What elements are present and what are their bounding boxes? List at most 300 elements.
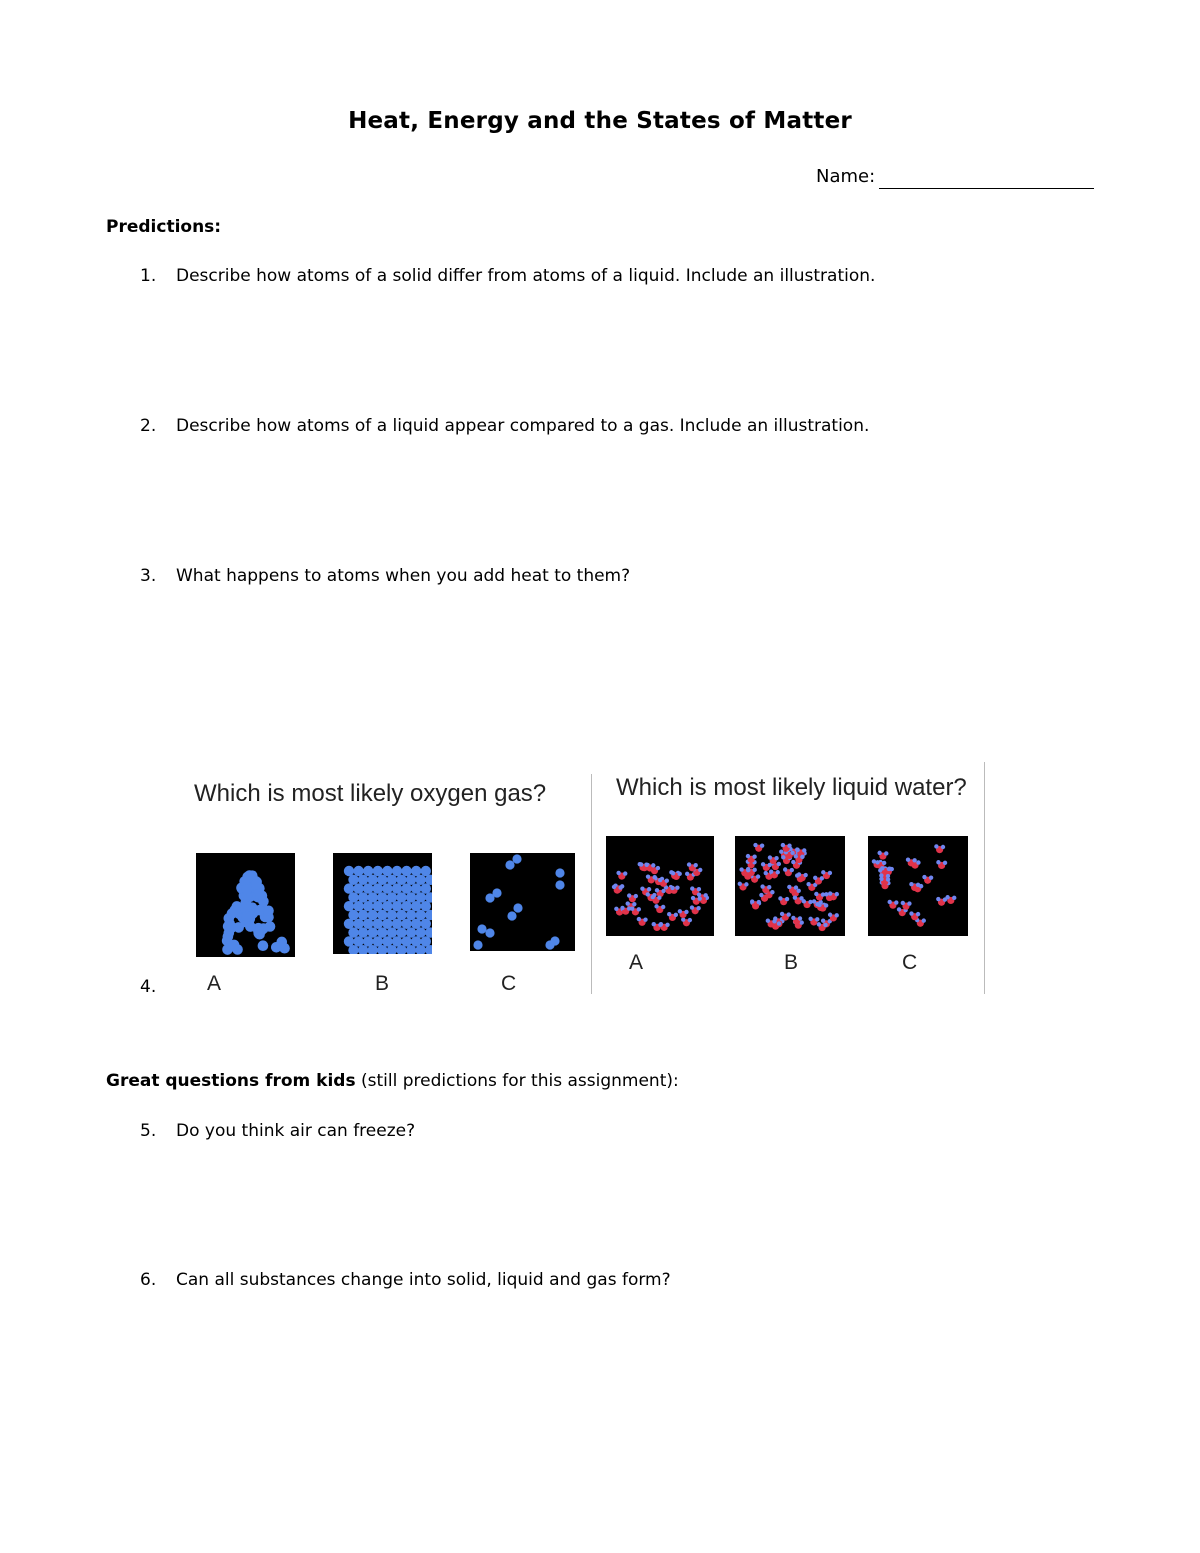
question-1: [140, 266, 875, 286]
water-hydrogen-atom: [652, 875, 656, 879]
water-hydrogen-atom: [790, 851, 794, 855]
water-hydrogen-atom: [634, 894, 638, 898]
water-hydrogen-atom: [614, 907, 618, 911]
water-hydrogen-atom: [835, 913, 839, 917]
water-hydrogen-atom: [803, 873, 807, 877]
water-hydrogen-atom: [767, 885, 771, 889]
water-hydrogen-atom: [835, 892, 839, 896]
water-hydrogen-atom: [793, 895, 797, 899]
oxygen-particle: [401, 936, 411, 946]
water-hydrogen-atom: [658, 878, 662, 882]
oxygen-particle: [348, 910, 358, 920]
oxygen-particle: [223, 931, 234, 942]
oxygen-particle: [406, 875, 416, 885]
oxygen-particle: [265, 921, 276, 932]
water-hydrogen-atom: [691, 896, 695, 900]
water-hydrogen-atom: [952, 896, 956, 900]
water-hydrogen-atom: [887, 867, 891, 871]
water-hydrogen-atom: [779, 849, 783, 853]
oxygen-particle: [411, 901, 421, 911]
water-hydrogen-atom: [626, 901, 630, 905]
states-of-matter-figure: [186, 760, 988, 996]
water-hydrogen-atom: [897, 907, 901, 911]
water-hydrogen-atom: [618, 885, 622, 889]
water-hydrogen-atom: [674, 913, 678, 917]
oxygen-option-b-image: [333, 853, 432, 954]
oxygen-particle: [396, 892, 406, 902]
oxygen-particle: [387, 892, 397, 902]
question-text: Do you think air can freeze?: [176, 1121, 416, 1141]
water-hydrogen-atom: [884, 851, 888, 855]
water-hydrogen-atom: [693, 863, 697, 867]
oxygen-particle: [392, 919, 402, 929]
water-hydrogen-atom: [781, 855, 785, 859]
oxygen-option-b-label: B: [375, 972, 390, 995]
water-hydrogen-atom: [675, 885, 679, 889]
oxygen-particle: [344, 936, 354, 946]
water-hydrogen-atom: [768, 855, 772, 859]
particle-illustration: [868, 836, 968, 936]
oxygen-particle: [344, 866, 354, 876]
water-hydrogen-atom: [909, 911, 913, 915]
question-number: 1.: [140, 266, 157, 286]
figure-right-border: [984, 762, 985, 994]
oxygen-option-a-label: A: [207, 972, 222, 995]
liquid-water-caption: Which is most likely liquid water?: [616, 774, 967, 801]
oxygen-particle: [416, 892, 426, 902]
oxygen-particle: [392, 866, 402, 876]
water-hydrogen-atom: [632, 902, 636, 906]
water-hydrogen-atom: [761, 862, 765, 866]
water-hydrogen-atom: [623, 871, 627, 875]
oxygen-particle: [396, 875, 406, 885]
water-hydrogen-atom: [637, 917, 641, 921]
water-hydrogen-atom: [772, 919, 776, 923]
oxygen-particle: [545, 940, 554, 949]
water-hydrogen-atom: [916, 883, 920, 887]
water-hydrogen-atom: [821, 870, 825, 874]
oxygen-particle: [363, 936, 373, 946]
question-2: [140, 416, 869, 436]
water-hydrogen-atom: [678, 909, 682, 913]
oxygen-particle: [387, 927, 397, 937]
question-4: [140, 977, 176, 997]
oxygen-particle: [363, 901, 373, 911]
water-hydrogen-atom: [777, 862, 781, 866]
oxygen-particle: [382, 866, 392, 876]
water-hydrogen-atom: [802, 899, 806, 903]
water-hydrogen-atom: [688, 918, 692, 922]
water-hydrogen-atom: [670, 886, 674, 890]
oxygen-particle: [406, 892, 416, 902]
water-hydrogen-atom: [817, 922, 821, 926]
water-hydrogen-atom: [821, 892, 825, 896]
oxygen-particle: [396, 927, 406, 937]
water-hydrogen-atom: [639, 862, 643, 866]
water-hydrogen-atom: [936, 860, 940, 864]
water-hydrogen-atom: [888, 900, 892, 904]
oxygen-particle: [387, 875, 397, 885]
oxygen-particle: [353, 901, 363, 911]
particle-illustration: [470, 853, 575, 951]
water-hydrogen-atom: [916, 860, 920, 864]
water-hydrogen-atom: [620, 906, 624, 910]
water-hydrogen-atom: [646, 874, 650, 878]
water-hydrogen-atom: [703, 893, 707, 897]
water-hydrogen-atom: [800, 855, 804, 859]
oxygen-particle: [392, 901, 402, 911]
oxygen-particle: [363, 866, 373, 876]
oxygen-particle: [416, 927, 426, 937]
question-text: Describe how atoms of a liquid appear compared to a gas. Include an illustration.: [176, 416, 870, 436]
water-hydrogen-atom: [901, 901, 905, 905]
water-hydrogen-atom: [760, 884, 764, 888]
question-3: [140, 566, 630, 586]
water-hydrogen-atom: [697, 896, 701, 900]
oxygen-gas-caption: Which is most likely oxygen gas?: [194, 780, 547, 807]
question-number: 2.: [140, 416, 157, 436]
water-option-b-image: [735, 836, 845, 936]
water-hydrogen-atom: [894, 900, 898, 904]
water-hydrogen-atom: [744, 882, 748, 886]
oxygen-particle: [505, 860, 514, 869]
water-hydrogen-atom: [770, 890, 774, 894]
oxygen-particle: [373, 901, 383, 911]
water-hydrogen-atom: [879, 877, 883, 881]
water-hydrogen-atom: [886, 877, 890, 881]
oxygen-particle: [377, 892, 387, 902]
oxygen-particle: [353, 936, 363, 946]
oxygen-particle: [555, 868, 564, 877]
oxygen-particle: [382, 919, 392, 929]
water-hydrogen-atom: [637, 907, 641, 911]
water-hydrogen-atom: [824, 903, 828, 907]
water-hydrogen-atom: [906, 857, 910, 861]
water-hydrogen-atom: [790, 868, 794, 872]
water-hydrogen-atom: [787, 843, 791, 847]
oxygen-particle: [477, 924, 486, 933]
water-hydrogen-atom: [661, 889, 665, 893]
oxygen-particle: [353, 866, 363, 876]
oxygen-particle: [513, 903, 522, 912]
oxygen-particle: [368, 910, 378, 920]
oxygen-particle: [507, 911, 516, 920]
predictions-heading: [106, 217, 221, 237]
water-hydrogen-atom: [690, 905, 694, 909]
water-hydrogen-atom: [797, 872, 801, 876]
oxygen-particle: [401, 883, 411, 893]
water-hydrogen-atom: [828, 891, 832, 895]
water-hydrogen-atom: [698, 868, 702, 872]
water-hydrogen-atom: [912, 858, 916, 862]
oxygen-particle: [416, 875, 426, 885]
water-hydrogen-atom: [746, 854, 750, 858]
oxygen-particle: [401, 919, 411, 929]
water-hydrogen-atom: [697, 887, 701, 891]
document-title: Heat, Energy and the States of Matter: [348, 108, 852, 134]
water-hydrogen-atom: [882, 861, 886, 865]
oxygen-particle: [358, 875, 368, 885]
question-5: [140, 1121, 415, 1141]
oxygen-particle: [473, 940, 482, 949]
oxygen-particle: [344, 919, 354, 929]
water-hydrogen-atom: [929, 875, 933, 879]
water-hydrogen-atom: [798, 916, 802, 920]
water-hydrogen-atom: [657, 896, 661, 900]
water-hydrogen-atom: [738, 882, 742, 886]
oxygen-particle: [353, 919, 363, 929]
water-hydrogen-atom: [783, 867, 787, 871]
water-hydrogen-atom: [753, 843, 757, 847]
oxygen-particle: [387, 910, 397, 920]
water-hydrogen-atom: [766, 919, 770, 923]
oxygen-particle: [401, 901, 411, 911]
oxygen-particle: [358, 892, 368, 902]
water-hydrogen-atom: [880, 866, 884, 870]
water-option-c-label: C: [902, 951, 918, 974]
water-hydrogen-atom: [656, 866, 660, 870]
water-hydrogen-atom: [616, 871, 620, 875]
water-hydrogen-atom: [652, 922, 656, 926]
water-hydrogen-atom: [936, 897, 940, 901]
water-hydrogen-atom: [821, 918, 825, 922]
water-hydrogen-atom: [877, 851, 881, 855]
question-6: [140, 1270, 671, 1290]
question-text: Describe how atoms of a solid differ from atoms of a liquid. Include an illustration.: [176, 266, 876, 286]
oxygen-particle: [411, 866, 421, 876]
oxygen-particle: [344, 883, 354, 893]
water-hydrogen-atom: [943, 861, 947, 865]
water-hydrogen-atom: [697, 892, 701, 896]
oxygen-particle: [368, 892, 378, 902]
water-hydrogen-atom: [817, 903, 821, 907]
water-hydrogen-atom: [768, 863, 772, 867]
water-hydrogen-atom: [785, 897, 789, 901]
oxygen-particle: [416, 910, 426, 920]
water-hydrogen-atom: [690, 886, 694, 890]
oxygen-particle: [396, 910, 406, 920]
oxygen-particle: [344, 901, 354, 911]
water-hydrogen-atom: [808, 900, 812, 904]
oxygen-particle: [406, 927, 416, 937]
name-blank-line[interactable]: [879, 188, 1094, 189]
water-option-c-image: [868, 836, 968, 936]
water-hydrogen-atom: [685, 872, 689, 876]
water-hydrogen-atom: [909, 882, 913, 886]
water-hydrogen-atom: [764, 871, 768, 875]
water-hydrogen-atom: [943, 897, 947, 901]
water-hydrogen-atom: [777, 921, 781, 925]
oxygen-particle: [358, 910, 368, 920]
oxygen-particle: [368, 875, 378, 885]
water-hydrogen-atom: [665, 878, 669, 882]
water-hydrogen-atom: [808, 917, 812, 921]
kids-heading-bold: Great questions from kids: [106, 1071, 356, 1091]
oxygen-particle: [245, 921, 256, 932]
oxygen-option-a-image: [196, 853, 295, 957]
particle-illustration: [735, 836, 845, 936]
oxygen-option-c-label: C: [501, 972, 517, 995]
oxygen-particle: [368, 927, 378, 937]
oxygen-particle: [377, 927, 387, 937]
oxygen-particle: [421, 883, 431, 893]
water-hydrogen-atom: [769, 869, 773, 873]
oxygen-particle: [492, 888, 501, 897]
oxygen-particle: [392, 936, 402, 946]
predictions-heading-text: Predictions:: [106, 217, 222, 237]
oxygen-particle: [348, 927, 358, 937]
water-hydrogen-atom: [658, 923, 662, 927]
water-hydrogen-atom: [646, 892, 650, 896]
oxygen-particle: [232, 901, 243, 912]
water-hydrogen-atom: [776, 870, 780, 874]
oxygen-particle: [353, 883, 363, 893]
water-hydrogen-atom: [647, 887, 651, 891]
water-hydrogen-atom: [795, 848, 799, 852]
oxygen-particle: [421, 866, 431, 876]
water-hydrogen-atom: [907, 901, 911, 905]
kids-heading-rest: (still predictions for this assignment):: [355, 1071, 679, 1091]
oxygen-particle: [363, 919, 373, 929]
question-text: Can all substances change into solid, liquid and gas form?: [176, 1270, 671, 1290]
question-text: What happens to atoms when you add heat to them?: [176, 566, 631, 586]
water-hydrogen-atom: [780, 912, 784, 916]
oxygen-particle: [406, 910, 416, 920]
water-hydrogen-atom: [922, 918, 926, 922]
water-hydrogen-atom: [661, 905, 665, 909]
kids-questions-heading: [106, 1071, 679, 1091]
water-hydrogen-atom: [794, 854, 798, 858]
water-hydrogen-atom: [684, 910, 688, 914]
water-hydrogen-atom: [651, 895, 655, 899]
oxygen-particle: [421, 919, 431, 929]
oxygen-option-c-image: [470, 853, 575, 951]
water-hydrogen-atom: [667, 912, 671, 916]
water-hydrogen-atom: [671, 871, 675, 875]
water-option-a-label: A: [629, 951, 644, 974]
question-number: 6.: [140, 1270, 157, 1290]
water-hydrogen-atom: [696, 906, 700, 910]
water-hydrogen-atom: [757, 900, 761, 904]
water-hydrogen-atom: [791, 916, 795, 920]
oxygen-particle: [373, 883, 383, 893]
water-hydrogen-atom: [828, 871, 832, 875]
water-hydrogen-atom: [828, 913, 832, 917]
water-hydrogen-atom: [612, 885, 616, 889]
water-hydrogen-atom: [651, 863, 655, 867]
water-hydrogen-atom: [787, 885, 791, 889]
water-hydrogen-atom: [759, 893, 763, 897]
oxygen-particle: [358, 927, 368, 937]
oxygen-particle: [251, 879, 262, 890]
water-hydrogen-atom: [806, 882, 810, 886]
oxygen-particle: [392, 883, 402, 893]
water-hydrogen-atom: [760, 843, 764, 847]
name-label: Name:: [816, 166, 876, 187]
oxygen-particle: [421, 936, 431, 946]
oxygen-particle: [373, 866, 383, 876]
water-option-a-image: [606, 836, 714, 936]
water-hydrogen-atom: [781, 843, 785, 847]
oxygen-gas-panel: [186, 760, 586, 996]
oxygen-particle: [401, 866, 411, 876]
water-hydrogen-atom: [746, 868, 750, 872]
water-hydrogen-atom: [794, 885, 798, 889]
water-hydrogen-atom: [941, 845, 945, 849]
water-hydrogen-atom: [814, 892, 818, 896]
liquid-water-panel: [592, 760, 988, 996]
water-hydrogen-atom: [752, 868, 756, 872]
water-hydrogen-atom: [677, 872, 681, 876]
oxygen-particle: [382, 901, 392, 911]
oxygen-particle: [271, 942, 282, 953]
oxygen-particle: [373, 936, 383, 946]
water-hydrogen-atom: [665, 923, 669, 927]
oxygen-particle: [258, 940, 269, 951]
water-hydrogen-atom: [756, 874, 760, 878]
water-hydrogen-atom: [654, 904, 658, 908]
water-hydrogen-atom: [644, 863, 648, 867]
oxygen-particle: [512, 854, 521, 863]
oxygen-particle: [382, 936, 392, 946]
particle-illustration: [196, 853, 295, 957]
oxygen-particle: [411, 919, 421, 929]
question-number: 5.: [140, 1121, 157, 1141]
oxygen-particle: [348, 892, 358, 902]
oxygen-particle: [485, 928, 494, 937]
water-hydrogen-atom: [752, 855, 756, 859]
water-hydrogen-atom: [750, 899, 754, 903]
water-hydrogen-atom: [627, 893, 631, 897]
water-hydrogen-atom: [823, 923, 827, 927]
oxygen-particle: [373, 919, 383, 929]
oxygen-particle: [363, 883, 373, 893]
oxygen-particle: [555, 880, 564, 889]
water-hydrogen-atom: [627, 906, 631, 910]
water-hydrogen-atom: [815, 917, 819, 921]
water-hydrogen-atom: [643, 917, 647, 921]
water-hydrogen-atom: [774, 856, 778, 860]
water-hydrogen-atom: [778, 896, 782, 900]
water-hydrogen-atom: [655, 888, 659, 892]
water-hydrogen-atom: [813, 876, 817, 880]
oxygen-particle: [377, 910, 387, 920]
water-option-b-label: B: [784, 951, 799, 974]
water-hydrogen-atom: [916, 912, 920, 916]
oxygen-particle: [224, 918, 235, 929]
water-hydrogen-atom: [791, 860, 795, 864]
particle-illustration: [333, 853, 432, 954]
question-number: 4.: [140, 977, 157, 997]
oxygen-particle: [421, 901, 431, 911]
water-hydrogen-atom: [875, 860, 879, 864]
water-hydrogen-atom: [640, 886, 644, 890]
particle-illustration: [606, 836, 714, 936]
water-hydrogen-atom: [934, 844, 938, 848]
water-hydrogen-atom: [802, 848, 806, 852]
question-number: 3.: [140, 566, 157, 586]
oxygen-particle: [263, 905, 274, 916]
water-hydrogen-atom: [687, 862, 691, 866]
oxygen-particle: [242, 911, 253, 922]
oxygen-particle: [241, 884, 252, 895]
oxygen-particle: [411, 883, 421, 893]
water-hydrogen-atom: [786, 912, 790, 916]
water-hydrogen-atom: [739, 867, 743, 871]
oxygen-particle: [348, 875, 358, 885]
oxygen-particle: [258, 896, 269, 907]
water-hydrogen-atom: [922, 875, 926, 879]
